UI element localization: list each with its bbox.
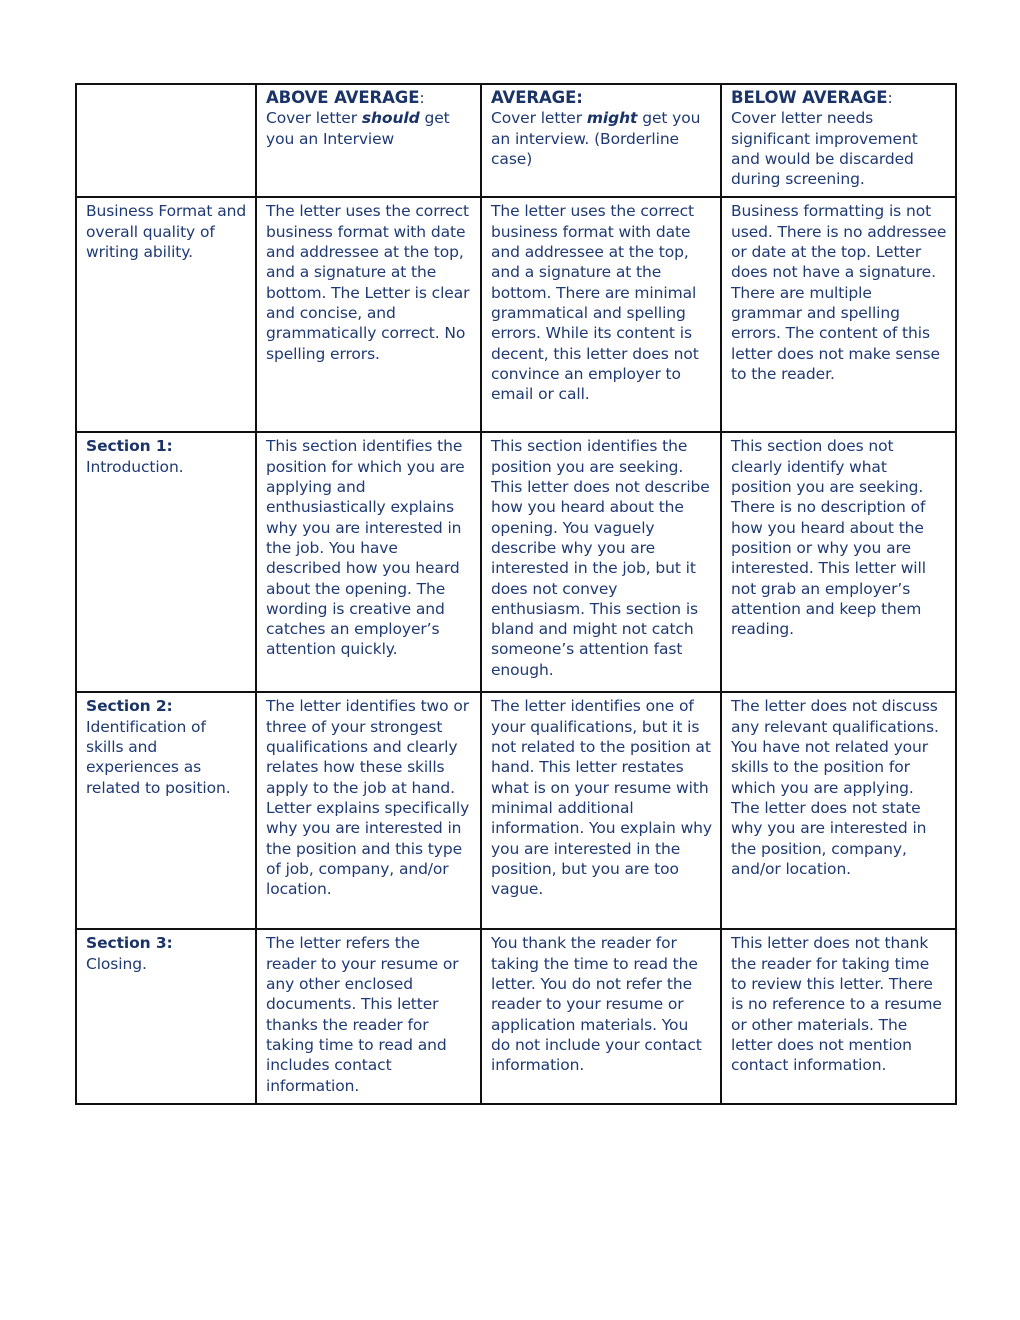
criteria-cell xyxy=(76,197,256,432)
above-average-desc-emphasis: should xyxy=(361,109,420,128)
average-desc-post: get you an interview. (Borderline case) xyxy=(491,109,701,168)
below-average-cell: The letter does not discuss any relevant qualifications. You have not related your skills to the position for which you are applying. The letter does not state why you are interested in the position, company, and/or location. xyxy=(721,692,956,929)
average-cell: The letter uses the correct business format with date and addressee at the top, and a signature at the bottom. There are minimal grammatical and spelling errors. While its content is decent, this letter does not convince an employer to email or call. xyxy=(481,197,721,432)
table-row xyxy=(76,929,956,1103)
table-row xyxy=(76,197,956,432)
average-cell: The letter identifies one of your qualifications, but it is not related to the position at hand. This letter restates what is on your resume with minimal additional information. You explain why you are interested in the position, but you are too vague. xyxy=(481,692,721,929)
below-average-title: BELOW AVERAGE xyxy=(731,88,888,107)
average-desc-emphasis: might xyxy=(586,109,638,128)
below-average-cell: This section does not clearly identify what position you are seeking. There is no description of how you heard about the position or why you are interested. This letter will not grab an employer’s attention and keep them reading. xyxy=(721,432,956,692)
average-cell: You thank the reader for taking the time to read the letter. You do not refer the reader to your resume or application materials. You do not include your contact information. xyxy=(481,929,721,1103)
rubric-table xyxy=(75,83,957,1105)
header-below-average xyxy=(721,84,956,197)
criteria-title: Section 1: xyxy=(86,437,173,456)
below-average-colon: : xyxy=(887,89,893,107)
header-above-average xyxy=(256,84,481,197)
criteria-title: Section 2: xyxy=(86,697,173,716)
criteria-description: Business Format and overall quality of writing ability. xyxy=(86,202,247,262)
criteria-cell xyxy=(76,692,256,929)
criteria-title: Section 3: xyxy=(86,934,173,953)
criteria-description: Closing. xyxy=(86,954,147,973)
below-average-desc: Cover letter needs significant improvement and would be discarded during screening. xyxy=(731,109,918,189)
header-corner-cell xyxy=(76,84,256,197)
above-average-colon: : xyxy=(419,89,425,107)
above-average-cell: The letter identifies two or three of your strongest qualifications and clearly relates how these skills apply to the job at hand. Letter explains specifically why you are interested in the position and this type of job, company, and/or location. xyxy=(256,692,481,929)
criteria-cell xyxy=(76,929,256,1103)
above-average-cell: This section identifies the position for which you are applying and enthusiastically explains why you are interested in the job. You have described how you heard about the opening. The wording is creative and catches an employer’s attention quickly. xyxy=(256,432,481,692)
below-average-cell: This letter does not thank the reader for taking time to review this letter. There is no reference to a resume or other materials. The letter does not mention contact information. xyxy=(721,929,956,1103)
average-desc-pre: Cover letter xyxy=(491,109,587,128)
average-title: AVERAGE: xyxy=(491,88,583,107)
above-average-desc-post: get you an Interview xyxy=(266,109,450,148)
above-average-desc-pre: Cover letter xyxy=(266,109,362,128)
header-row xyxy=(76,84,956,197)
average-cell: This section identifies the position you are seeking. This letter does not describe how you heard about the opening. You vaguely describe why you are interested in the job, but it does not convey enthusiasm. This section is bland and might not catch someone’s attention fast enough. xyxy=(481,432,721,692)
table-row xyxy=(76,432,956,692)
above-average-cell: The letter uses the correct business format with date and addressee at the top, and a signature at the bottom. The Letter is clear and concise, and grammatically correct. No spelling errors. xyxy=(256,197,481,432)
above-average-title: ABOVE AVERAGE xyxy=(266,88,420,107)
criteria-description: Introduction. xyxy=(86,457,184,476)
above-average-cell: The letter refers the reader to your resume or any other enclosed documents. This letter thanks the reader for taking time to read and includes contact information. xyxy=(256,929,481,1103)
below-average-cell: Business formatting is not used. There is no addressee or date at the top. Letter does not have a signature. There are multiple grammar and spelling errors. The content of this letter does not make sense to the reader. xyxy=(721,197,956,432)
table-row xyxy=(76,692,956,929)
criteria-description: Identification of skills and experiences as related to position. xyxy=(86,717,231,797)
header-average xyxy=(481,84,721,197)
criteria-cell xyxy=(76,432,256,692)
